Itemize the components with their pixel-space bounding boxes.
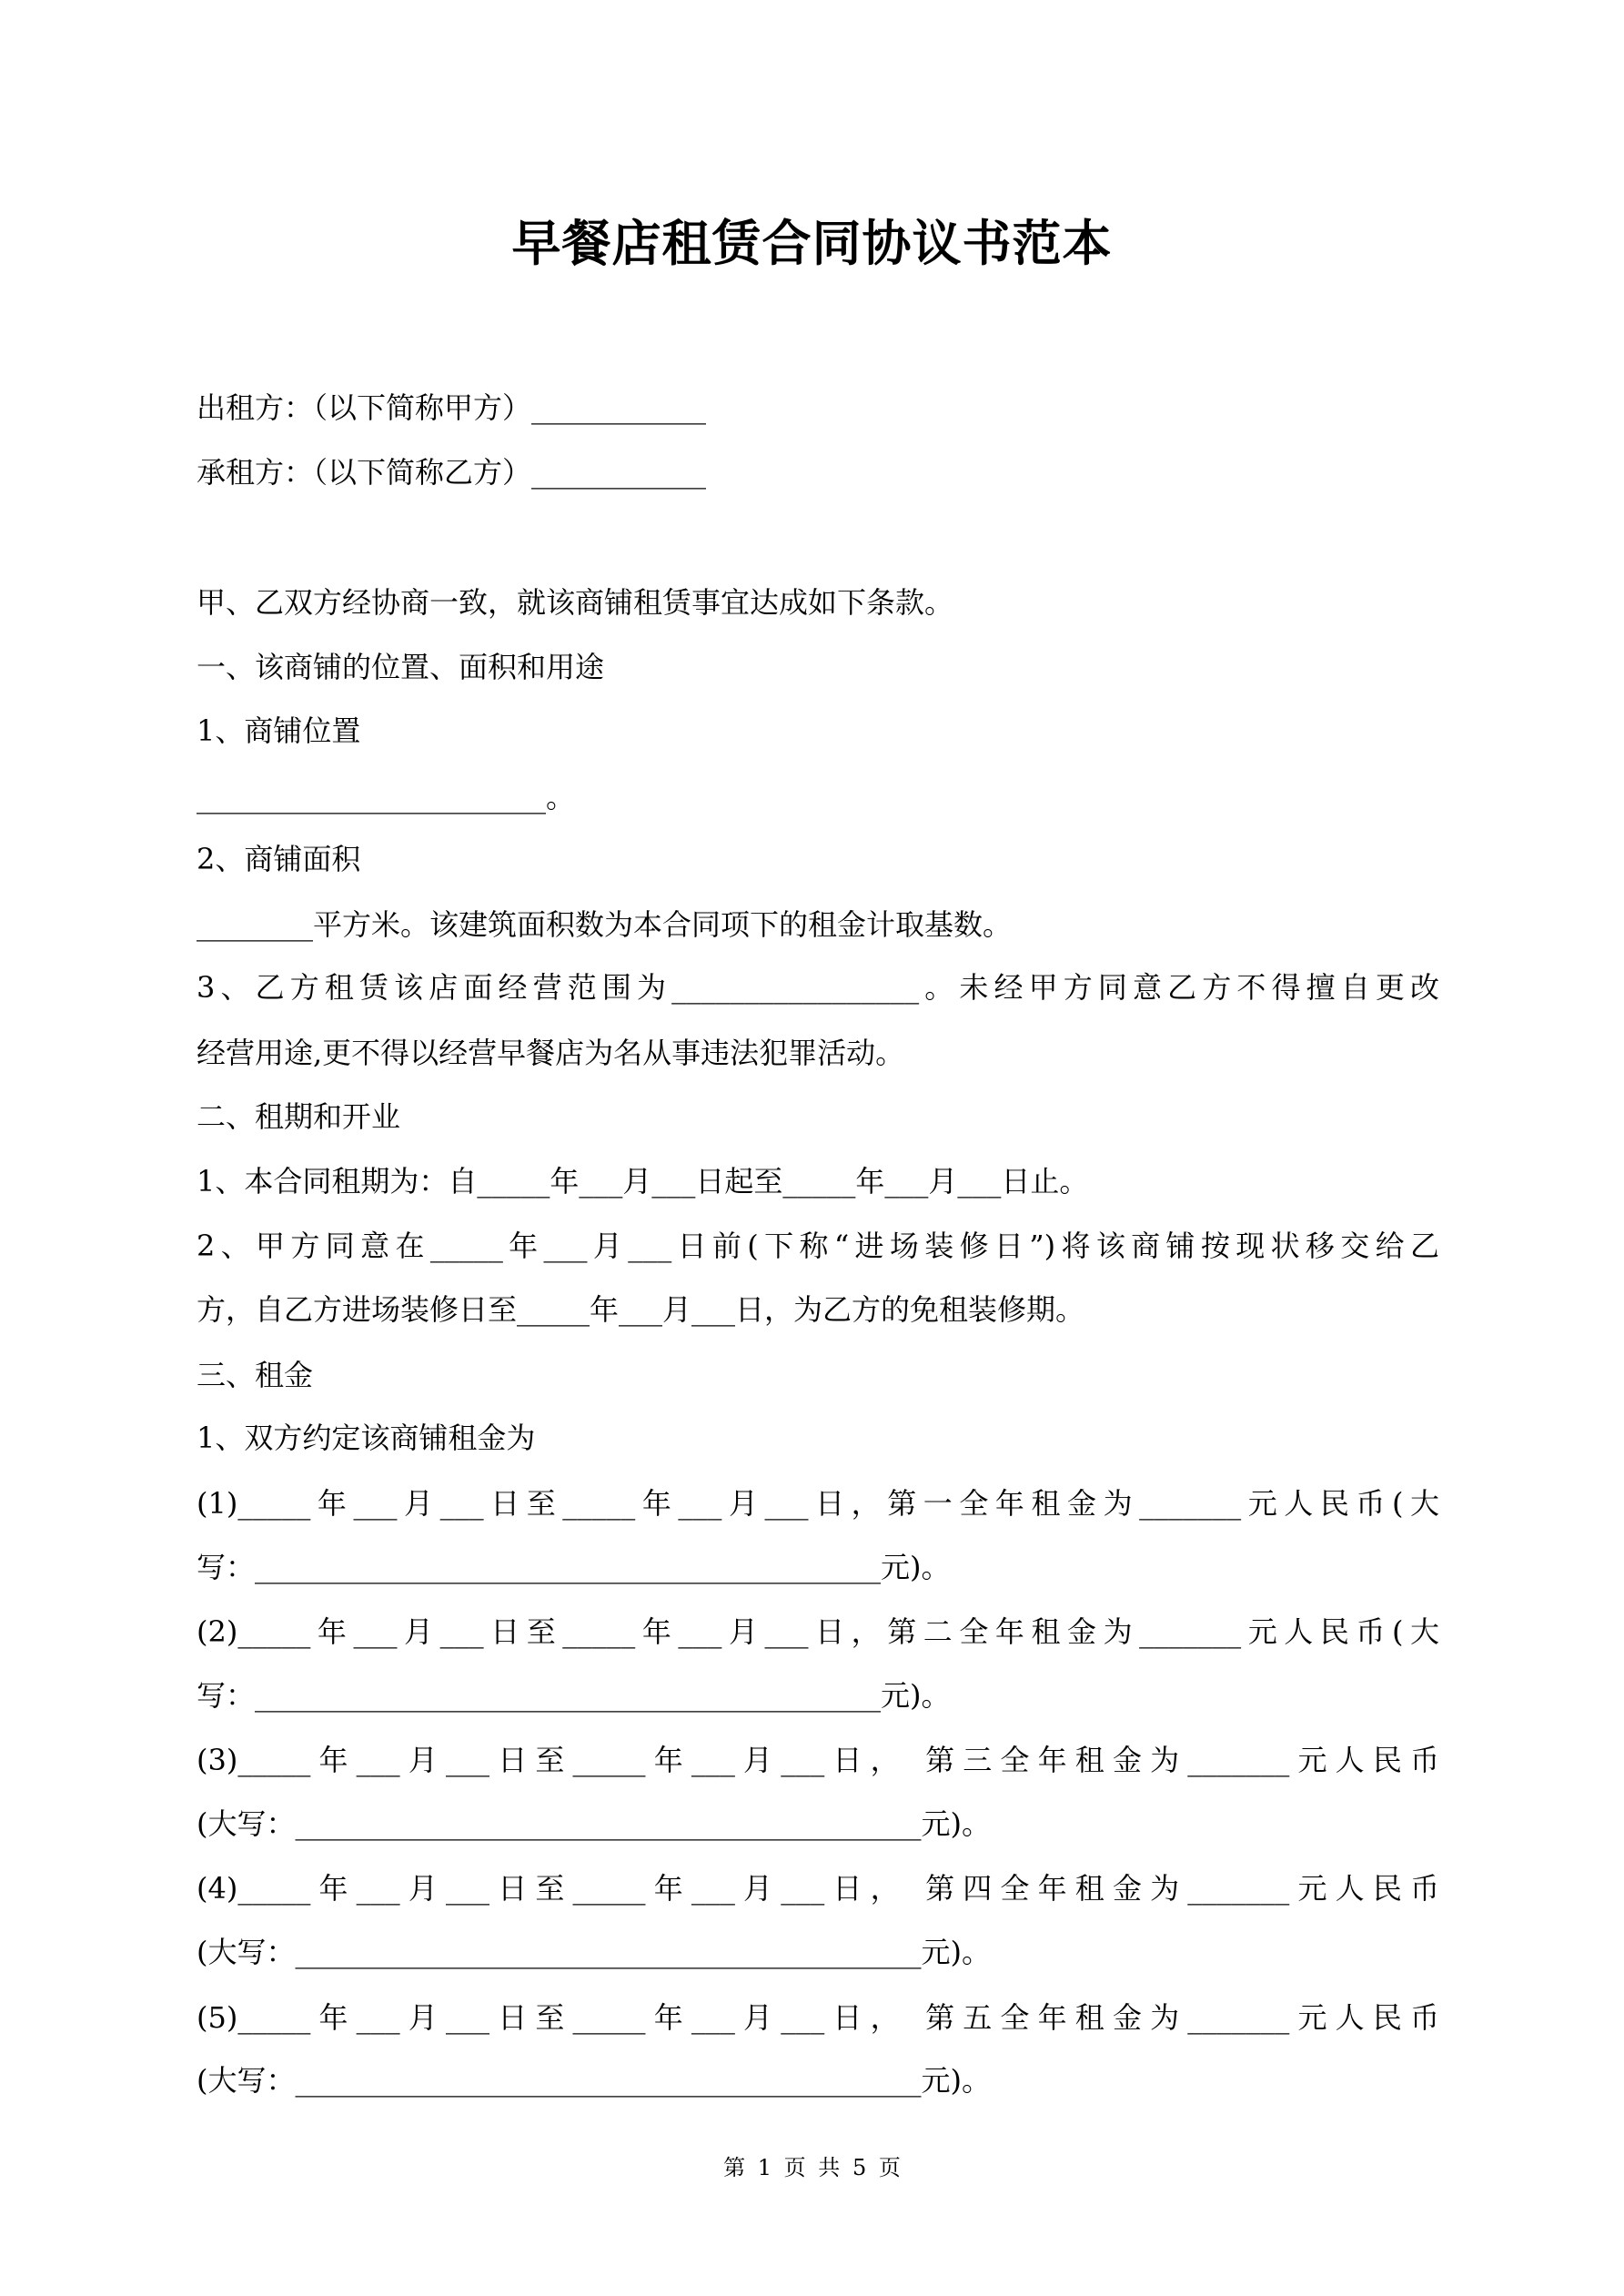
paragraph-line: 一、该商铺的位置、面积和用途 <box>197 650 605 685</box>
paragraph-line: (5)_____年___月___日至_____年___月___日， 第五全年租金为_______元人民币 <box>197 1999 1439 2035</box>
paragraph-line: 甲、乙双方经协商一致，就该商铺租赁事宜达成如下条款。 <box>197 584 954 620</box>
paragraph-line: 出租方：（以下简称甲方）____________ <box>197 389 707 425</box>
paragraph-line: (大写：___________________________________________元)。 <box>197 2063 991 2099</box>
paragraph-line: ________平方米。该建筑面积数为本合同项下的租金计取基数。 <box>197 906 1013 942</box>
paragraph-line: (3)_____年___月___日至_____年___月___日， 第三全年租金为_______元人民币 <box>197 1743 1439 1778</box>
page-footer: 第 1 页 共 5 页 <box>723 2155 901 2180</box>
paragraph-line: 1、双方约定该商铺租金为 <box>197 1421 536 1456</box>
paragraph-line: ________________________。 <box>197 780 576 815</box>
paragraph-line: 写：___________________________________________元)。 <box>197 1677 951 1713</box>
paragraph-line: 3、乙方租赁该店面经营范围为_________________。未经甲方同意乙方不得擅自更改 <box>197 970 1439 1006</box>
paragraph-line: 1、商铺位置 <box>197 713 361 748</box>
paragraph-line: 2、甲方同意在_____年___月___日前(下称“进场装修日”)将该商铺按现状移交给乙 <box>197 1229 1439 1264</box>
paragraph-line: (4)_____年___月___日至_____年___月___日， 第四全年租金为_______元人民币 <box>197 1871 1439 1907</box>
paragraph-line: (大写：___________________________________________元)。 <box>197 1806 991 1842</box>
paragraph-line: 1、本合同租期为：自_____年___月___日起至_____年___月___日止。 <box>197 1164 1089 1199</box>
paragraph-line: 承租方：（以下简称乙方）____________ <box>197 454 707 490</box>
paragraph-line: (2)_____年___月___日至_____年___月___日，第二全年租金为_______元人民币(大 <box>197 1614 1439 1650</box>
paragraph-line: (1)_____年___月___日至_____年___月___日，第一全年租金为_______元人民币(大 <box>197 1485 1439 1521</box>
paragraph-line: (大写：___________________________________________元)。 <box>197 1935 991 1970</box>
paragraph-line: 经营用途,更不得以经营早餐店为名从事违法犯罪活动。 <box>197 1035 905 1070</box>
paragraph-line: 三、租金 <box>197 1357 314 1392</box>
document-title: 早餐店租赁合同协议书范本 <box>511 214 1113 272</box>
paragraph-line: 写：___________________________________________元)。 <box>197 1549 951 1584</box>
paragraph-line: 2、商铺面积 <box>197 842 361 877</box>
paragraph-line: 二、租期和开业 <box>197 1098 401 1134</box>
paragraph-line: 方，自乙方进场装修日至_____年___月___日，为乙方的免租装修期。 <box>197 1292 1085 1328</box>
